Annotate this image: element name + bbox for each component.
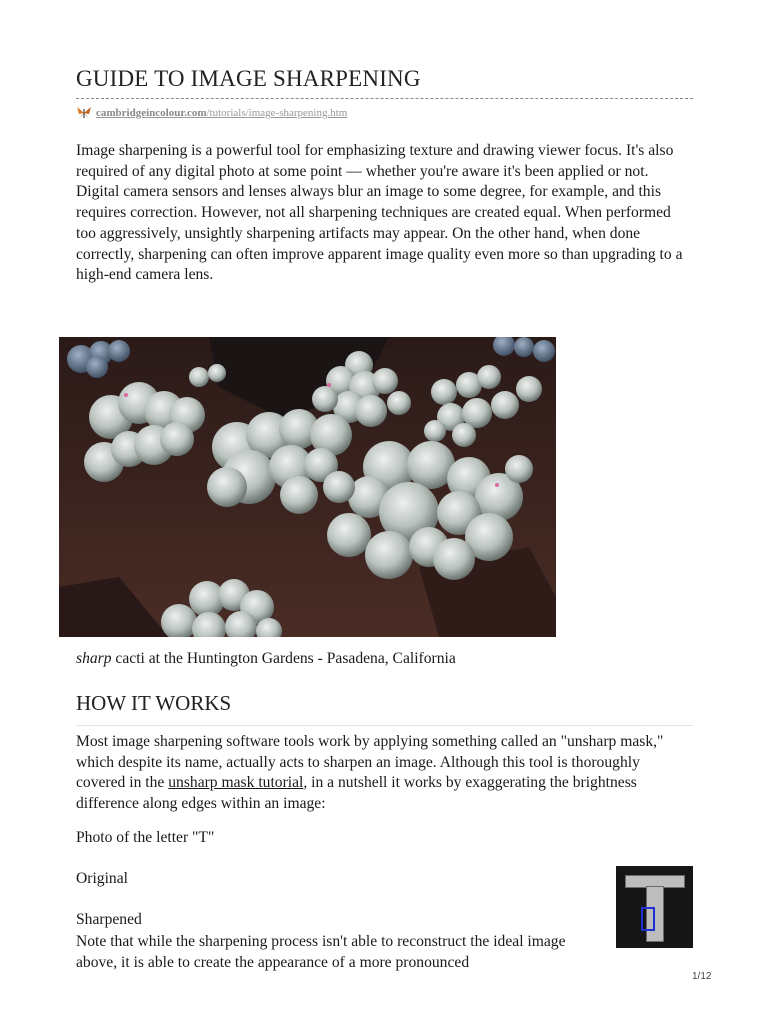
sharpened-label: Sharpened [76,911,142,928]
paragraph-text-after-link: , in a nutshell it works by exaggerating the brightness difference along edges within an image: [76,774,637,813]
original-label: Original [76,870,128,887]
intro-paragraph: Image sharpening is a powerful tool for emphasizing texture and drawing viewer focus. It's also required of any digital photo at some point — whether you're aware it's been applied or not. Digital camera sensors and lenses always blur an image to some degree, for example, and this requires correction. However, not all sharpening techniques are created equal. When performed too aggressively, unsightly sharpening artifacts may appear. On the other hand, when done correctly, sharpening can often improve apparent image quality even more so than upgrading to a high-end camera lens. [76,142,683,284]
title-divider [76,98,693,99]
letter-t-image [616,866,693,948]
section-heading: HOW IT WORKS [76,691,232,715]
source-link[interactable] [96,107,347,119]
source-path: /tutorials/image-sharpening.htm [206,107,348,119]
source-domain: cambridgeincolour.com [96,107,207,119]
photo-label: Photo of the letter "T" [76,829,215,846]
how-it-works-paragraph [76,732,693,815]
unsharp-mask-tutorial-link[interactable]: unsharp mask tutorial [168,774,304,792]
letter-t-thumbnail [616,866,693,948]
note-paragraph: Note that while the sharpening process isn't able to reconstruct the ideal image above, it is able to create the appearance of a more pronounced [76,933,566,971]
photo-caption [76,650,456,668]
section-divider [76,725,693,726]
page-title: GUIDE TO IMAGE SHARPENING [76,66,421,91]
caption-text: cacti at the Huntington Gardens - Pasadena, California [111,650,456,667]
source-link-row [76,104,347,122]
cacti-photo-image [59,337,556,637]
page-number: 1/12 [692,971,712,982]
butterfly-favicon-icon [76,105,92,121]
cacti-photo [59,337,556,637]
paragraph-text-before-link: Most image sharpening software tools work by applying something called an "unsharp mask," which despite its name, actually acts to sharpen an image. Although this tool is thoroughly covered in the [76,733,664,792]
caption-emphasis: sharp [76,650,112,667]
